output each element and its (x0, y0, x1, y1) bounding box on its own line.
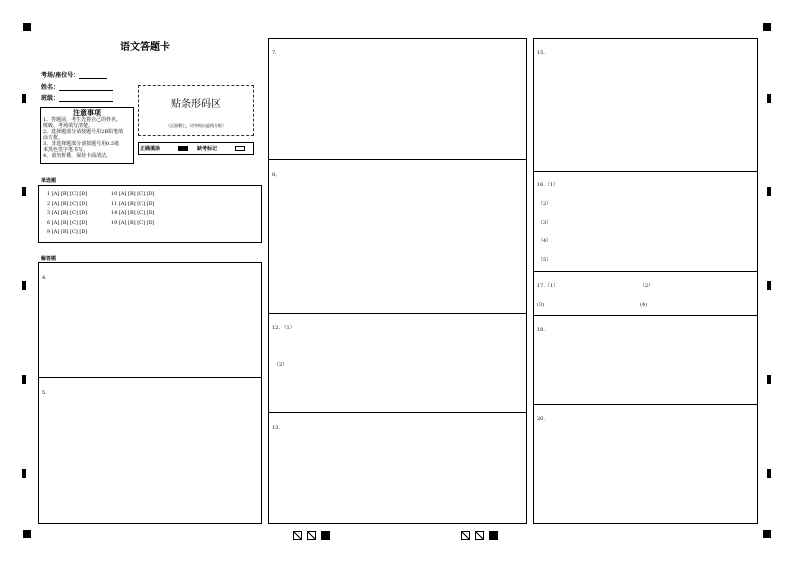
absent-mark-box[interactable] (235, 146, 245, 151)
mc-option-group[interactable]: 9 [A] [B] [C] [D] (47, 229, 88, 236)
mc-box (38, 185, 262, 243)
q18-answer-area[interactable] (534, 316, 757, 404)
notice-box (40, 107, 134, 164)
timing-mark (22, 375, 26, 384)
notice-line: 4、请勿折叠，保持卡面清洁。 (43, 153, 112, 159)
answer-section-title: 解答题 (41, 256, 57, 262)
q17-answer-area[interactable] (534, 272, 757, 315)
answer-column-middle (268, 38, 527, 524)
mc-option-group[interactable]: 6 [A] [B] [C] [D] (47, 219, 88, 226)
correct-fill-sample (178, 146, 188, 151)
exam-seat-field[interactable] (41, 72, 107, 79)
q16-4-label: （4） (538, 238, 552, 244)
mc-option-group[interactable]: 10 [A] [B] [C] [D] (111, 191, 155, 197)
name-line (59, 84, 113, 91)
class-field[interactable] (41, 95, 113, 102)
page-marker-hatched (461, 531, 470, 540)
q7-label: 7、 (272, 50, 281, 56)
q20-label: 20. (537, 416, 545, 422)
notice-line: 2、选择题部分请按题号用2B铅笔填 (43, 129, 124, 135)
mc-option-group[interactable]: 1 [A] [B] [C] [D] (47, 191, 88, 197)
page-marker-hatched (475, 531, 484, 540)
exam-seat-label: 考场/座位号： (41, 72, 80, 79)
timing-mark (767, 375, 771, 384)
corner-mark-top-right (763, 23, 771, 31)
timing-mark (767, 187, 771, 196)
q13-answer-area[interactable] (269, 413, 526, 523)
mc-option-group[interactable]: 2 [A] [B] [C] [D] (47, 200, 88, 207)
q8-answer-area[interactable] (269, 160, 526, 313)
mc-row (47, 191, 261, 201)
corner-mark-bottom-left (23, 530, 31, 538)
q12-answer-area[interactable] (269, 314, 526, 412)
page-marker-solid (489, 531, 498, 540)
timing-mark (22, 94, 26, 103)
timing-mark (22, 469, 26, 478)
q17-4-label: (4) (640, 302, 648, 308)
notice-line: 米黑色签字笔书写。 (43, 147, 89, 153)
q15-label: 15. (537, 50, 545, 56)
q5-label: 5. (42, 390, 47, 396)
notice-line: 班级、考场填写清楚。 (43, 123, 94, 129)
mc-section-title: 单选题 (41, 178, 57, 184)
q16-5-label: （5） (538, 257, 552, 263)
q5-answer-area[interactable] (39, 378, 261, 523)
q16-1-label: 16.（1） (537, 182, 559, 188)
q4-label: 4. (42, 275, 47, 281)
answer-column-left (38, 262, 262, 524)
notice-line: 1、答题前，考生先将自己的姓名、 (43, 117, 122, 123)
notice-line: 3、非选择题部分请按题号用0.5毫 (43, 141, 120, 147)
q17-2-label: （2） (640, 283, 654, 289)
q16-answer-area[interactable] (534, 172, 757, 271)
mc-row (47, 201, 261, 211)
correct-fill-label: 正确填涂 (140, 146, 161, 152)
q7-answer-area[interactable] (269, 39, 526, 159)
exam-seat-line (79, 72, 107, 79)
q12-1-label: 12. （1） (272, 325, 295, 331)
barcode-area (138, 85, 254, 136)
page-marker-solid (321, 531, 330, 540)
page-marker-hatched (293, 531, 302, 540)
fill-mark-legend (138, 142, 254, 155)
mc-option-group[interactable]: 11 [A] [B] [C] [D] (111, 200, 155, 207)
page-marker-hatched (307, 531, 316, 540)
timing-mark (767, 94, 771, 103)
class-line (59, 95, 113, 102)
mc-option-group[interactable]: 14 [A] [B] [C] [D] (111, 210, 155, 217)
q12-2-label: （2） (274, 362, 288, 368)
page-title: 语文答题卡 (120, 42, 170, 53)
mc-option-group[interactable]: 19 [A] [B] [C] [D] (111, 219, 155, 226)
answer-column-right (533, 38, 758, 524)
name-field[interactable] (41, 84, 113, 91)
barcode-label: 贴条形码区 (171, 99, 221, 110)
timing-mark (22, 187, 26, 196)
mc-row (47, 220, 261, 230)
timing-mark (767, 469, 771, 478)
mc-row (47, 229, 261, 239)
q13-label: 13. (272, 425, 280, 431)
q17-3-label: (3) (537, 302, 545, 308)
notice-title: 注意事项 (73, 108, 101, 117)
q15-answer-area[interactable] (534, 39, 757, 171)
absent-mark-label: 缺考标记 (197, 146, 218, 152)
notice-line: 涂方框。 (43, 135, 64, 141)
q20-answer-area[interactable] (534, 405, 757, 523)
q16-3-label: （3） (538, 220, 552, 226)
corner-mark-top-left (23, 23, 31, 31)
q18-label: 18. (537, 327, 545, 333)
q17-1-label: 17.（1） (537, 283, 559, 289)
mc-option-group[interactable]: 3 [A] [B] [C] [D] (47, 210, 88, 217)
barcode-note: （正面朝上，切勿贴出虚线方框） (166, 123, 226, 128)
q8-label: 8、 (272, 172, 281, 178)
mc-row (47, 210, 261, 220)
corner-mark-bottom-right (763, 530, 771, 538)
q4-answer-area[interactable] (39, 263, 261, 377)
q16-2-label: （2） (538, 201, 552, 207)
name-label: 姓名： (41, 84, 60, 91)
timing-mark (22, 281, 26, 290)
timing-mark (767, 281, 771, 290)
class-label: 班级： (41, 95, 60, 102)
